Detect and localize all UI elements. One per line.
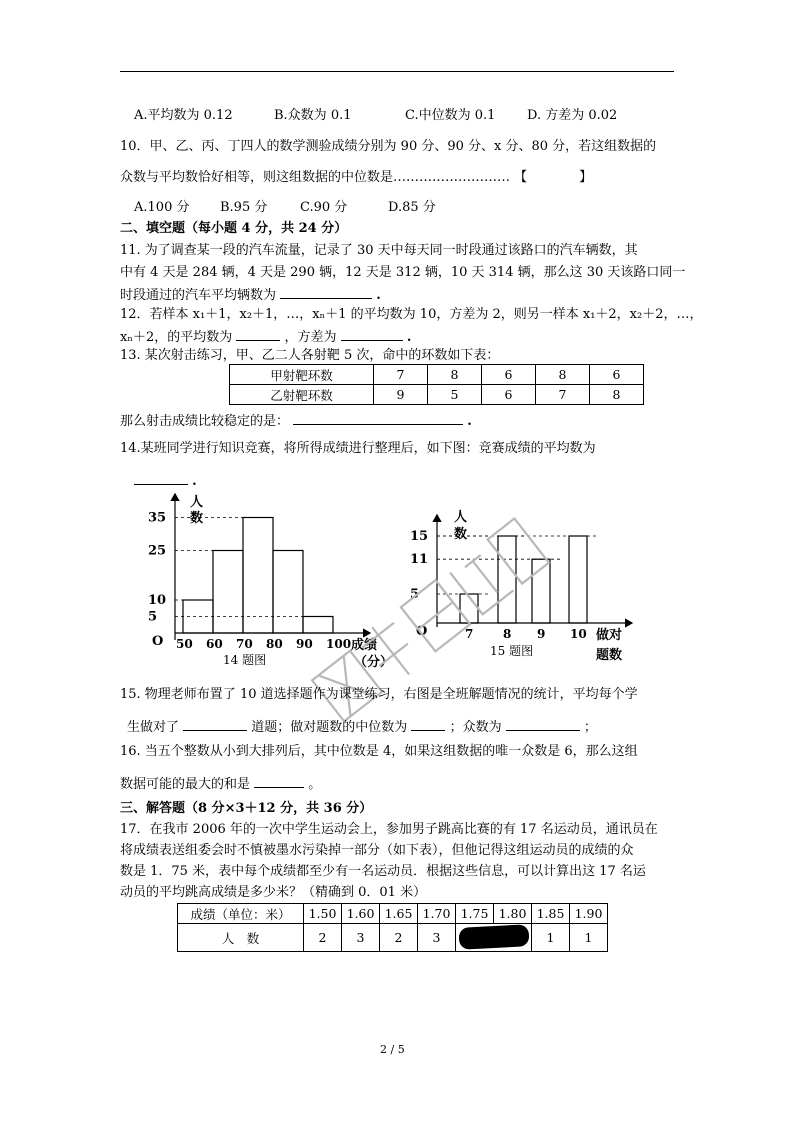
histogram-bar <box>243 518 273 634</box>
table-cell: 9 <box>374 385 428 405</box>
table-cell: 1 <box>532 924 570 952</box>
table-cell: 2 <box>380 924 418 952</box>
table-cell: 8 <box>536 365 590 385</box>
table-cell: 8 <box>590 385 644 405</box>
table-cell: 1.75 <box>456 904 494 924</box>
q14-line1: 14.某班同学进行知识竞赛，将所得成绩进行整理后，如下图：竞赛成绩的平均数为 <box>120 441 596 456</box>
q15-median-blank[interactable] <box>411 718 445 731</box>
q17-table <box>177 903 608 952</box>
table-row <box>230 385 644 405</box>
q12-mean-blank[interactable] <box>236 328 280 341</box>
table-cell: 1.90 <box>570 904 608 924</box>
q9-option-a: A.平均数为 0.12 <box>134 108 233 123</box>
q15-line1: 15. 物理老师布置了 10 道选择题作为课堂练习，右图是全班解题情况的统计，平均每个学 <box>120 687 638 702</box>
table-cell: 1.60 <box>342 904 380 924</box>
x-tick-label: 100 <box>326 637 352 651</box>
table-cell: 1.80 <box>494 904 532 924</box>
q15-text-c: ；众数为 <box>449 720 502 735</box>
q16-answer-blank[interactable] <box>254 775 304 788</box>
table-cell: 成绩（单位：米） <box>178 904 304 924</box>
q10-line2: 众数与平均数恰好相等，则这组数据的中位数是……………………… 【 】 <box>120 170 593 185</box>
table-cell: 7 <box>536 385 590 405</box>
table-cell: 人 数 <box>178 924 304 952</box>
q17-line4: 动员的平均跳高成绩是多少米？（精确到 0．01 米） <box>120 885 427 900</box>
ink-stain-cell <box>456 924 532 952</box>
q15-tail: ； <box>583 720 597 735</box>
q13-line2 <box>120 412 472 430</box>
q16-line1: 16. 当五个整数从小到大排列后，其中位数是 4，如果这组数据的唯一众数是 6，那么这组 <box>120 744 638 759</box>
table-row <box>178 924 608 952</box>
x-axis-label: 成绩 （分） <box>351 638 394 670</box>
q12-text-a: xₙ＋2，的平均数为 <box>120 330 233 345</box>
x-tick-label: 7 <box>465 627 474 641</box>
q12-line2 <box>120 328 411 346</box>
table-cell: 1.65 <box>380 904 418 924</box>
q10-option-c: C.90 分 <box>300 200 348 215</box>
q12-line1: 12．若样本 x₁＋1，x₂＋1，…，xₙ＋1 的平均数为 10，方差为 2，则另一样本 x₁＋2，x₂＋2，…， <box>120 307 703 322</box>
q15-text-a: 生做对了 <box>127 720 180 735</box>
y-tick-label: 25 <box>148 543 167 559</box>
q12-text-b: ，方差为 <box>284 330 337 345</box>
q11-line1: 11. 为了调查某一段的汽车流量，记录了 30 天中每天同一时段通过该路口的汽车辆数，其 <box>120 243 638 258</box>
q11-line2: 中有 4 天是 284 辆，4 天是 290 辆，12 天是 312 辆，10 天 314 辆，那么这 30 天该路口同一 <box>120 265 686 280</box>
x-tick-label: 90 <box>296 637 313 651</box>
q11-answer-blank[interactable] <box>280 286 372 299</box>
page-number: 2 / 5 <box>380 1043 405 1056</box>
q13-answer-blank[interactable] <box>293 412 463 425</box>
q15-text-b: 道题；做对题数的中位数为 <box>251 720 408 735</box>
q16-tail: 。 <box>308 777 322 792</box>
q16-text: 数据可能的最大的和是 <box>120 777 251 792</box>
x-tick-label: 70 <box>236 637 253 651</box>
table-cell: 1.50 <box>304 904 342 924</box>
y-tick-label: 5 <box>410 587 420 602</box>
y-tick-label: 15 <box>410 529 429 544</box>
q11-text: 时段通过的汽车平均辆数为 <box>120 288 277 303</box>
origin-label: O <box>152 634 164 649</box>
q12-variance-blank[interactable] <box>341 328 403 341</box>
q13-text: 那么射击成绩比较稳定的是： <box>120 414 290 429</box>
table-cell: 甲射靶环数 <box>230 365 374 385</box>
origin-label: O <box>416 624 428 639</box>
x-tick-label: 80 <box>266 637 283 651</box>
q10-option-b: B.95 分 <box>220 200 268 215</box>
table-row <box>178 904 608 924</box>
table-cell: 5 <box>428 385 482 405</box>
q17-line2: 将成绩表送组委会时不慎被墨水污染掉一部分（如下表），但他记得这组运动员的成绩的众 <box>120 843 634 858</box>
q11-tail: . <box>376 288 381 303</box>
q11-line3 <box>120 286 381 304</box>
x-tick-label: 9 <box>537 627 546 641</box>
table-cell: 8 <box>428 365 482 385</box>
table-cell: 1 <box>570 924 608 952</box>
table-cell: 7 <box>374 365 428 385</box>
q15-line2 <box>127 718 597 736</box>
y-axis-label: 人 数 <box>190 495 204 526</box>
y-tick-label: 5 <box>148 609 158 625</box>
q16-line2 <box>120 775 321 793</box>
y-tick-label: 35 <box>148 510 167 526</box>
q17-line3: 数是 1．75 米，表中每个成绩都至少有一名运动员．根据这些信息，可以计算出这 17 名运 <box>120 864 646 879</box>
table-row <box>230 365 644 385</box>
bar <box>569 536 587 623</box>
header-rule <box>120 71 674 72</box>
chart-caption: 14 题图 <box>223 653 267 667</box>
q10-option-d: D.85 分 <box>388 200 436 215</box>
q10-option-a: A.100 分 <box>134 200 190 215</box>
table-cell: 6 <box>482 385 536 405</box>
y-axis-label: 人 数 <box>454 510 468 542</box>
q10-line1: 10．甲、乙、丙、丁四人的数学测验成绩分别为 90 分、90 分、x 分、80 分，若这组数据的 <box>120 139 657 154</box>
watermark <box>300 540 560 700</box>
table-cell: 6 <box>482 365 536 385</box>
table-cell: 1.85 <box>532 904 570 924</box>
x-tick-label: 50 <box>176 637 193 651</box>
x-tick-label: 8 <box>503 627 512 641</box>
q9-option-d: D. 方差为 0.02 <box>527 108 618 123</box>
q15-mean-blank[interactable] <box>183 718 247 731</box>
ink-stain <box>458 924 529 950</box>
chart-caption: 15 题图 <box>490 644 534 658</box>
q14-tail: . <box>192 474 197 489</box>
table-cell: 3 <box>418 924 456 952</box>
table-cell: 6 <box>590 365 644 385</box>
q9-option-c: C.中位数为 0.1 <box>405 108 496 123</box>
x-tick-label: 60 <box>206 637 223 651</box>
q12-tail: . <box>406 330 412 345</box>
table-cell: 3 <box>342 924 380 952</box>
q15-mode-blank[interactable] <box>506 718 580 731</box>
q13-tail: . <box>467 414 472 429</box>
y-tick-label: 11 <box>410 552 429 568</box>
table-cell: 1.70 <box>418 904 456 924</box>
q13-line1: 13. 某次射击练习，甲、乙二人各射靶 5 次，命中的环数如下表： <box>120 348 500 363</box>
q17-line1: 17．在我市 2006 年的一次中学生运动会上，参加男子跳高比赛的有 17 名运动员，通讯员在 <box>120 822 658 837</box>
histogram-bar <box>213 551 243 634</box>
q13-table <box>229 364 644 405</box>
x-axis-label: 做对 题数 <box>596 628 623 663</box>
histogram-bar <box>273 551 303 634</box>
section3-title: 三、解答题（8 分×3＋12 分，共 36 分） <box>120 801 373 816</box>
x-tick-label: 10 <box>570 627 587 641</box>
q9-option-b: B.众数为 0.1 <box>274 108 352 123</box>
table-cell: 2 <box>304 924 342 952</box>
table-cell: 乙射靶环数 <box>230 385 374 405</box>
section2-title: 二、填空题（每小题 4 分，共 24 分） <box>120 221 348 236</box>
y-tick-label: 10 <box>148 593 167 608</box>
